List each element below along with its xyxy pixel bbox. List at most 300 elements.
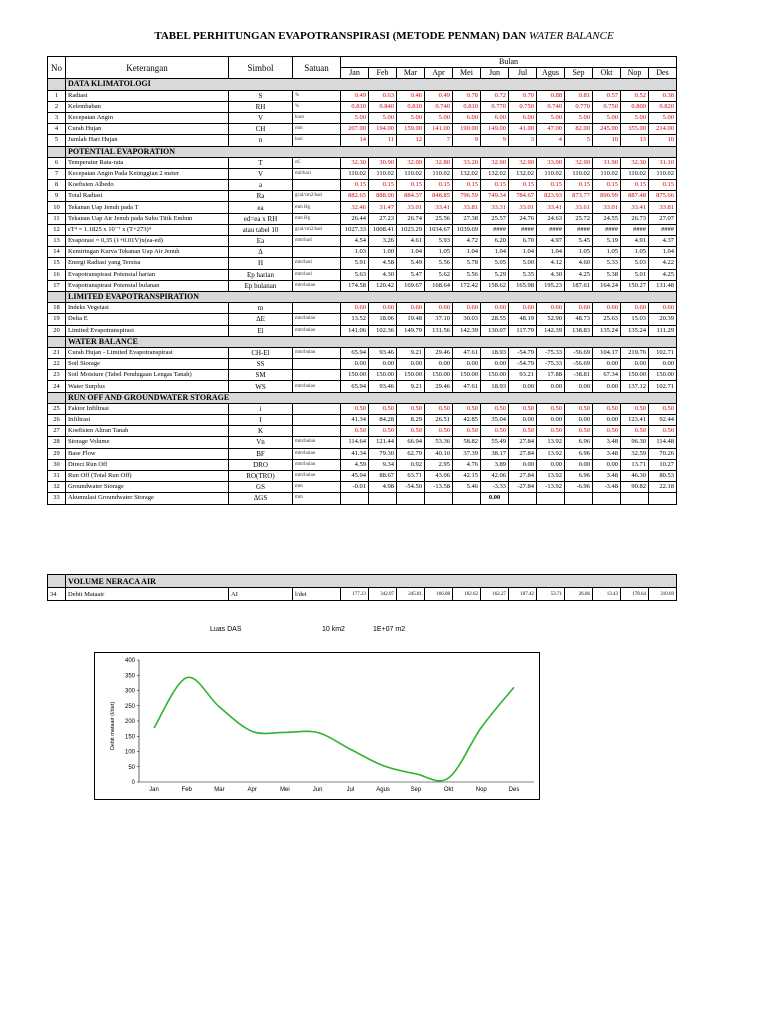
- row-symbol: AI: [229, 588, 293, 601]
- value-cell: 0.50: [425, 426, 453, 437]
- value-cell: 0.740: [537, 101, 565, 112]
- value-cell: 219.76: [621, 347, 649, 358]
- value-cell: 0.60: [565, 303, 593, 314]
- month-header: Okt: [593, 68, 621, 79]
- row-symbol: H: [229, 258, 293, 269]
- value-cell: 14: [341, 135, 369, 146]
- value-cell: 138.83: [565, 325, 593, 336]
- row-unit: [293, 403, 341, 414]
- value-cell: 0.88: [537, 90, 565, 101]
- value-cell: 63.71: [397, 470, 425, 481]
- value-cell: 18.93: [481, 347, 509, 358]
- x-tick-label: Des: [508, 787, 520, 793]
- row-unit: mm: [293, 493, 341, 504]
- value-cell: 0.38: [649, 90, 677, 101]
- value-cell: 245.81: [397, 588, 425, 601]
- month-header: Mar: [397, 68, 425, 79]
- section-title: POTENTIAL EVAPORATION: [66, 146, 677, 157]
- value-cell: 4.98: [369, 482, 397, 493]
- row-unit: mm/bulan: [293, 325, 341, 336]
- row-label: Evapotranspirasi Potensial harian: [66, 269, 229, 280]
- empty-cell: [425, 493, 453, 504]
- value-cell: 20.39: [649, 314, 677, 325]
- value-cell: 4.91: [621, 236, 649, 247]
- value-cell: 0.15: [341, 180, 369, 191]
- row-symbol: m: [229, 303, 293, 314]
- section-row: [48, 146, 677, 157]
- volume-title: VOLUME NERACA AIR: [66, 575, 677, 588]
- row-symbol: i: [229, 403, 293, 414]
- row-unit: knot: [293, 112, 341, 123]
- row-unit: mm/hari: [293, 269, 341, 280]
- value-cell: 114.64: [341, 437, 369, 448]
- table-row: [48, 588, 677, 601]
- row-symbol: V: [229, 112, 293, 123]
- value-cell: 0.50: [509, 426, 537, 437]
- value-cell: 0.15: [481, 180, 509, 191]
- value-cell: 159.00: [397, 124, 425, 135]
- value-cell: 0.15: [565, 180, 593, 191]
- row-number: 34: [48, 588, 66, 601]
- value-cell: 0.50: [453, 426, 481, 437]
- value-cell: 0.50: [369, 403, 397, 414]
- section-row: [48, 79, 677, 90]
- row-symbol: V: [229, 168, 293, 179]
- value-cell: 5.56: [453, 269, 481, 280]
- row-label: Curah Hujan: [66, 124, 229, 135]
- row-label: Limited Evapotranspirasi: [66, 325, 229, 336]
- value-cell: 18.93: [481, 381, 509, 392]
- empty-cell: [453, 493, 481, 504]
- value-cell: 107.42: [509, 588, 537, 601]
- section-spacer: [48, 336, 66, 347]
- row-unit: mm/hari: [293, 236, 341, 247]
- value-cell: 0.15: [397, 180, 425, 191]
- section-title: DATA KLIMATOLOGI: [66, 79, 677, 90]
- value-cell: 135.24: [621, 325, 649, 336]
- value-cell: 5.93: [425, 236, 453, 247]
- row-number: 12: [48, 224, 66, 235]
- y-tick-label: 150: [124, 734, 135, 741]
- value-cell: 33.41: [537, 202, 565, 213]
- value-cell: 0.50: [341, 426, 369, 437]
- section-row: [48, 575, 677, 588]
- table-row: [48, 426, 677, 437]
- value-cell: 4.25: [565, 269, 593, 280]
- value-cell: 0.770: [481, 101, 509, 112]
- value-cell: 27.38: [453, 213, 481, 224]
- value-cell: 80.53: [649, 470, 677, 481]
- value-cell: 3.26: [369, 236, 397, 247]
- section-spacer: [48, 291, 66, 302]
- value-cell: 131.56: [425, 325, 453, 336]
- row-number: 15: [48, 258, 66, 269]
- value-cell: 0.740: [425, 101, 453, 112]
- value-cell: 5.01: [621, 269, 649, 280]
- section-row: [48, 336, 677, 347]
- table-row: [48, 493, 677, 504]
- value-cell: 33.20: [453, 157, 481, 168]
- value-cell: 207.00: [341, 124, 369, 135]
- value-cell: 848.85: [425, 191, 453, 202]
- value-cell: 174.58: [341, 280, 369, 291]
- value-cell: 5.35: [509, 269, 537, 280]
- value-cell: 4.97: [537, 236, 565, 247]
- value-cell: 5.00: [369, 112, 397, 123]
- row-label: Run Off (Total Run Off): [66, 470, 229, 481]
- value-cell: 41.34: [341, 415, 369, 426]
- value-cell: 5.46: [453, 482, 481, 493]
- y-tick-label: 400: [124, 658, 135, 664]
- value-cell: 33.81: [453, 202, 481, 213]
- row-symbol: CH: [229, 124, 293, 135]
- x-tick-label: Jan: [149, 787, 159, 793]
- value-cell: 114.48: [649, 437, 677, 448]
- value-cell: 0.57: [593, 90, 621, 101]
- row-symbol: WS: [229, 381, 293, 392]
- value-cell: -56.69: [565, 347, 593, 358]
- value-cell: 4.54: [341, 236, 369, 247]
- value-cell: 65.94: [341, 381, 369, 392]
- row-unit: [293, 370, 341, 381]
- value-cell: 162.62: [453, 588, 481, 601]
- month-header: Agus: [537, 68, 565, 79]
- value-cell: 40.10: [425, 448, 453, 459]
- value-cell: ####: [621, 224, 649, 235]
- value-cell: 0.00: [509, 381, 537, 392]
- value-cell: 0.72: [481, 90, 509, 101]
- value-cell: 0.750: [509, 101, 537, 112]
- empty-cell: [369, 493, 397, 504]
- table-row: [48, 101, 677, 112]
- header-no: No: [48, 57, 66, 79]
- value-cell: 4.37: [649, 236, 677, 247]
- value-cell: 9: [481, 135, 509, 146]
- x-tick-label: Nop: [475, 787, 487, 793]
- value-cell: 0.60: [397, 303, 425, 314]
- value-cell: 6.00: [481, 112, 509, 123]
- value-cell: 5.78: [453, 258, 481, 269]
- value-cell: -54.79: [509, 359, 537, 370]
- value-cell: 33.41: [425, 202, 453, 213]
- row-label: Groundwater Storage: [66, 482, 229, 493]
- section-title: LIMITED EVAPOTRANSPIRATION: [66, 291, 677, 302]
- row-number: 33: [48, 493, 66, 504]
- value-cell: 4.30: [537, 269, 565, 280]
- value-cell: 11: [369, 135, 397, 146]
- value-cell: 102.71: [649, 381, 677, 392]
- value-cell: ####: [649, 224, 677, 235]
- value-cell: 110.02: [649, 168, 677, 179]
- value-cell: 0.50: [509, 403, 537, 414]
- value-cell: -3.48: [593, 482, 621, 493]
- value-cell: 0.49: [341, 90, 369, 101]
- value-cell: 7: [425, 135, 453, 146]
- value-cell: 110.02: [537, 168, 565, 179]
- title-italic: WATER BALANCE: [528, 30, 614, 42]
- volume-table: [47, 574, 677, 601]
- row-number: 25: [48, 403, 66, 414]
- table-row: [48, 213, 677, 224]
- value-cell: 178.64: [621, 588, 649, 601]
- luas-label: Luas DAS: [210, 626, 242, 633]
- value-cell: 48.73: [565, 314, 593, 325]
- value-cell: 31.10: [649, 157, 677, 168]
- row-number: 7: [48, 168, 66, 179]
- value-cell: 1008.41: [369, 224, 397, 235]
- month-header: Mei: [453, 68, 481, 79]
- value-cell: 24.55: [593, 213, 621, 224]
- value-cell: 62.79: [397, 448, 425, 459]
- row-label: Water Surplus: [66, 381, 229, 392]
- row-number: 29: [48, 448, 66, 459]
- value-cell: 132.02: [509, 168, 537, 179]
- value-cell: 26.73: [621, 213, 649, 224]
- header-bulan: Bulan: [341, 57, 677, 68]
- value-cell: 0.50: [537, 426, 565, 437]
- month-header: Feb: [369, 68, 397, 79]
- value-cell: 6.96: [565, 448, 593, 459]
- value-cell: 355.00: [621, 124, 649, 135]
- value-cell: 6.00: [453, 112, 481, 123]
- value-cell: -54.79: [509, 347, 537, 358]
- row-symbol: T: [229, 157, 293, 168]
- y-tick-label: 300: [124, 688, 135, 695]
- value-cell: 1.04: [537, 247, 565, 258]
- value-cell: 5.49: [397, 258, 425, 269]
- row-symbol: ΔGS: [229, 493, 293, 504]
- value-cell: 150.00: [649, 370, 677, 381]
- row-unit: mm/bulan: [293, 280, 341, 291]
- value-cell: -13.58: [425, 482, 453, 493]
- row-unit: mm: [293, 124, 341, 135]
- row-label: Soil Storage: [66, 359, 229, 370]
- value-cell: 3.48: [593, 437, 621, 448]
- value-cell: 32.90: [481, 157, 509, 168]
- value-cell: -56.69: [565, 359, 593, 370]
- table-row: [48, 448, 677, 459]
- y-tick-label: 250: [124, 703, 135, 710]
- value-cell: 0.60: [593, 303, 621, 314]
- value-cell: 0.00: [509, 459, 537, 470]
- row-label: Indeks Vegetasi: [66, 303, 229, 314]
- value-cell: 0.50: [397, 403, 425, 414]
- value-cell: 150.00: [481, 370, 509, 381]
- row-label: Evapotranspirasi Potensial bulanan: [66, 280, 229, 291]
- value-cell: 141.00: [425, 124, 453, 135]
- value-cell: 33.81: [649, 202, 677, 213]
- y-tick-label: 200: [124, 719, 135, 725]
- table-row: [48, 269, 677, 280]
- value-cell: 13.43: [593, 588, 621, 601]
- row-unit: %: [293, 90, 341, 101]
- header-satuan: Satuan: [293, 57, 341, 79]
- value-cell: 132.02: [453, 168, 481, 179]
- value-cell: 52.90: [537, 314, 565, 325]
- table-row: [48, 381, 677, 392]
- row-unit: mm/bulan: [293, 347, 341, 358]
- row-unit: gcal/cm2/hari: [293, 224, 341, 235]
- row-symbol: GS: [229, 482, 293, 493]
- value-cell: 1.05: [593, 247, 621, 258]
- value-cell: 132.02: [481, 168, 509, 179]
- row-symbol: ΔE: [229, 314, 293, 325]
- row-unit: oC: [293, 157, 341, 168]
- row-number: 28: [48, 437, 66, 448]
- row-number: 9: [48, 191, 66, 202]
- value-cell: 110.02: [397, 168, 425, 179]
- value-cell: -0.01: [341, 482, 369, 493]
- value-cell: 0.50: [565, 426, 593, 437]
- value-cell: 0.00: [593, 415, 621, 426]
- value-cell: 5.19: [593, 236, 621, 247]
- value-cell: 0.50: [649, 426, 677, 437]
- value-cell: 0.50: [565, 403, 593, 414]
- row-number: 4: [48, 124, 66, 135]
- row-label: Kecepatan Angin: [66, 112, 229, 123]
- row-number: 14: [48, 247, 66, 258]
- row-symbol: DRO: [229, 459, 293, 470]
- value-cell: 0.60: [649, 303, 677, 314]
- value-cell: 65.94: [341, 347, 369, 358]
- value-cell: 165.98: [509, 280, 537, 291]
- value-cell: 0.00: [481, 359, 509, 370]
- value-cell: 342.07: [369, 588, 397, 601]
- row-unit: hari: [293, 135, 341, 146]
- value-cell: 5.03: [621, 258, 649, 269]
- value-cell: 3.48: [593, 470, 621, 481]
- value-cell: 32.00: [397, 157, 425, 168]
- row-symbol: RO(TRO): [229, 470, 293, 481]
- value-cell: 796.59: [453, 191, 481, 202]
- value-cell: 5.00: [425, 112, 453, 123]
- value-cell: 0.50: [481, 403, 509, 414]
- value-cell: 1.05: [565, 247, 593, 258]
- value-cell: 0.50: [593, 403, 621, 414]
- row-label: Debit Mataair: [66, 588, 229, 601]
- value-cell: 888.00: [369, 191, 397, 202]
- value-cell: 0.50: [593, 426, 621, 437]
- table-row: [48, 437, 677, 448]
- value-cell: 13.71: [621, 459, 649, 470]
- value-cell: 0.810: [397, 101, 425, 112]
- value-cell: 5.00: [397, 112, 425, 123]
- value-cell: 79.30: [369, 448, 397, 459]
- value-cell: 33.41: [621, 202, 649, 213]
- accumulated-value: 0.00: [481, 493, 509, 504]
- value-cell: 32.30: [341, 157, 369, 168]
- value-cell: 25.57: [481, 213, 509, 224]
- value-cell: 5.56: [425, 258, 453, 269]
- value-cell: ####: [593, 224, 621, 235]
- value-cell: 0.00: [369, 359, 397, 370]
- value-cell: 4.72: [453, 236, 481, 247]
- value-cell: 0.00: [565, 459, 593, 470]
- luas-km2: 10 km2: [322, 626, 345, 633]
- value-cell: 0.810: [453, 101, 481, 112]
- value-cell: 32.59: [621, 448, 649, 459]
- section-row: [48, 291, 677, 302]
- value-cell: 1.05: [425, 247, 453, 258]
- value-cell: 1.03: [341, 247, 369, 258]
- value-cell: 9.21: [397, 381, 425, 392]
- value-cell: 0.00: [593, 381, 621, 392]
- row-unit: [293, 359, 341, 370]
- row-number: 1: [48, 90, 66, 101]
- value-cell: 32.30: [621, 157, 649, 168]
- value-cell: 67.34: [593, 370, 621, 381]
- y-tick-label: 50: [128, 764, 135, 771]
- value-cell: 0.15: [537, 180, 565, 191]
- value-cell: 0.00: [397, 359, 425, 370]
- section-spacer: [48, 146, 66, 157]
- value-cell: 35.04: [481, 415, 509, 426]
- value-cell: 0.50: [397, 426, 425, 437]
- row-symbol: SS: [229, 359, 293, 370]
- value-cell: 30.90: [369, 157, 397, 168]
- value-cell: 33.01: [509, 202, 537, 213]
- row-number: 18: [48, 303, 66, 314]
- value-cell: 0.00: [565, 381, 593, 392]
- row-symbol: Ea: [229, 236, 293, 247]
- row-label: Tekanan Uap Air Jenuh pada Suhu Titik Embun: [66, 213, 229, 224]
- table-row: [48, 347, 677, 358]
- value-cell: 0.15: [369, 180, 397, 191]
- value-cell: 0.60: [453, 303, 481, 314]
- row-symbol: atau tabel 10: [229, 224, 293, 235]
- month-header: Sep: [565, 68, 593, 79]
- value-cell: 0.60: [481, 303, 509, 314]
- value-cell: 93.21: [509, 370, 537, 381]
- value-cell: 47.00: [537, 124, 565, 135]
- value-cell: 0.50: [453, 403, 481, 414]
- value-cell: 32.90: [565, 157, 593, 168]
- value-cell: 1.04: [509, 247, 537, 258]
- value-cell: 0.00: [593, 459, 621, 470]
- value-cell: 1023.29: [397, 224, 425, 235]
- empty-cell: [593, 493, 621, 504]
- value-cell: 5.00: [621, 112, 649, 123]
- value-cell: 42.15: [453, 470, 481, 481]
- table-row: [48, 124, 677, 135]
- value-cell: 0.00: [621, 359, 649, 370]
- value-cell: 53.71: [537, 588, 565, 601]
- value-cell: 110.02: [341, 168, 369, 179]
- value-cell: 102.71: [649, 347, 677, 358]
- value-cell: 15.03: [621, 314, 649, 325]
- title-main: TABEL PERHITUNGAN EVAPOTRANSPIRASI (METODE PENMAN) DAN: [154, 30, 527, 42]
- value-cell: 245.00: [593, 124, 621, 135]
- row-number: 26: [48, 415, 66, 426]
- value-cell: 104.17: [593, 347, 621, 358]
- value-cell: 32.80: [425, 157, 453, 168]
- value-cell: 24.76: [509, 213, 537, 224]
- table-row: [48, 112, 677, 123]
- value-cell: 0.50: [537, 403, 565, 414]
- row-label: Radiasi: [66, 90, 229, 101]
- row-label: Base Flow: [66, 448, 229, 459]
- value-cell: 784.67: [509, 191, 537, 202]
- value-cell: 5.62: [425, 269, 453, 280]
- value-cell: 27.84: [509, 437, 537, 448]
- row-unit: [293, 303, 341, 314]
- row-unit: [293, 415, 341, 426]
- row-label: Direct Run Off: [66, 459, 229, 470]
- value-cell: 0.60: [509, 303, 537, 314]
- value-cell: 26.74: [397, 213, 425, 224]
- value-cell: 0.50: [649, 403, 677, 414]
- section-spacer: [48, 575, 66, 588]
